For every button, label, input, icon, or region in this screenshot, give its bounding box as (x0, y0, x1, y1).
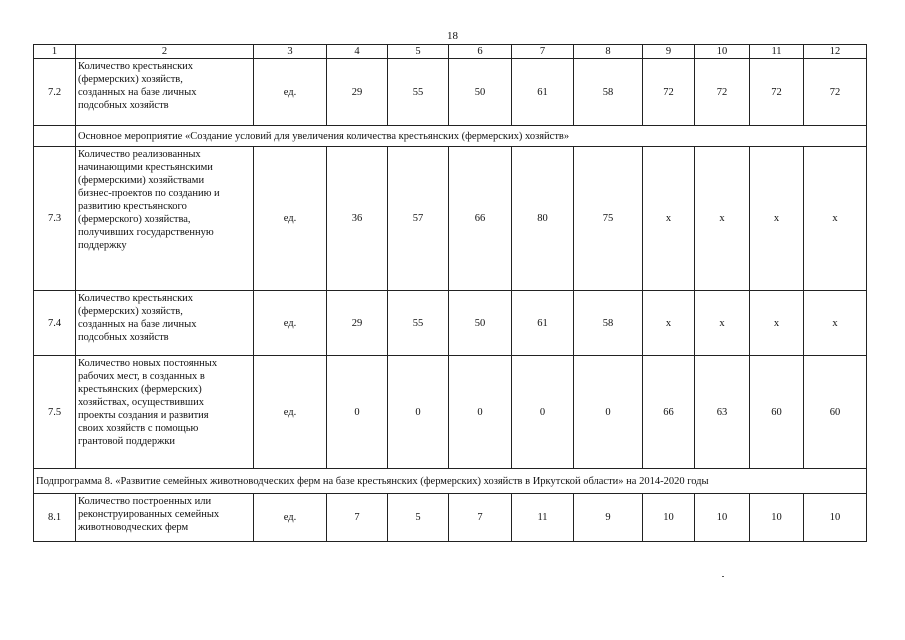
value-cell: 0 (512, 356, 574, 469)
value-cell: 66 (643, 356, 695, 469)
column-header: 7 (512, 45, 574, 59)
value-cell: х (750, 147, 804, 291)
section-title: Основное мероприятие «Создание условий для увеличения количества крестьянских (фермерских) хозяйств» (76, 126, 867, 147)
section-row-main-event (34, 126, 867, 147)
indicator-table (33, 44, 867, 542)
value-cell: х (695, 291, 750, 356)
value-cell: 0 (388, 356, 449, 469)
column-header: 8 (574, 45, 643, 59)
unit-cell: ед. (254, 494, 327, 542)
value-cell: 0 (574, 356, 643, 469)
value-cell: 57 (388, 147, 449, 291)
value-cell: 58 (574, 291, 643, 356)
value-cell: 0 (327, 356, 388, 469)
value-cell: 10 (695, 494, 750, 542)
value-cell: 66 (449, 147, 512, 291)
value-cell: 29 (327, 291, 388, 356)
value-cell: 5 (388, 494, 449, 542)
value-cell: 75 (574, 147, 643, 291)
column-header: 10 (695, 45, 750, 59)
value-cell: 50 (449, 59, 512, 126)
column-header: 5 (388, 45, 449, 59)
unit-cell: ед. (254, 147, 327, 291)
value-cell: х (643, 147, 695, 291)
value-cell: 72 (643, 59, 695, 126)
value-cell: 72 (750, 59, 804, 126)
value-cell: 7 (449, 494, 512, 542)
value-cell: х (695, 147, 750, 291)
value-cell: х (643, 291, 695, 356)
value-cell: 10 (750, 494, 804, 542)
value-cell: 9 (574, 494, 643, 542)
column-header: 9 (643, 45, 695, 59)
indicator-name: Количество реализованных начинающими крестьянскими (фермерскими) хозяйствами бизнес-проектов по созданию и развитию крестьянского (фермерского) хозяйства, получивших государственную поддержку (76, 147, 254, 291)
value-cell: 72 (695, 59, 750, 126)
row-number: 7.3 (34, 147, 76, 291)
indicator-name: Количество крестьянских (фермерских) хозяйств, созданных на базе личных подсобных хозяйств (76, 291, 254, 356)
column-header: 6 (449, 45, 512, 59)
table-row-7-2 (34, 59, 867, 126)
indicator-name: Количество крестьянских (фермерских) хозяйств, созданных на базе личных подсобных хозяйств (76, 59, 254, 126)
value-cell: 58 (574, 59, 643, 126)
column-header: 1 (34, 45, 76, 59)
value-cell: 0 (449, 356, 512, 469)
value-cell: х (804, 147, 867, 291)
value-cell: 61 (512, 59, 574, 126)
value-cell: 63 (695, 356, 750, 469)
unit-cell: ед. (254, 356, 327, 469)
value-cell: 80 (512, 147, 574, 291)
column-header: 11 (750, 45, 804, 59)
row-number: 8.1 (34, 494, 76, 542)
value-cell: 10 (804, 494, 867, 542)
value-cell: 29 (327, 59, 388, 126)
value-cell: 11 (512, 494, 574, 542)
column-header: 3 (254, 45, 327, 59)
empty-cell (34, 126, 76, 147)
value-cell: 50 (449, 291, 512, 356)
row-number: 7.2 (34, 59, 76, 126)
page-number: 18 (447, 30, 458, 42)
section-row-subprogram-8 (34, 469, 867, 494)
column-header: 4 (327, 45, 388, 59)
unit-cell: ед. (254, 291, 327, 356)
value-cell: х (750, 291, 804, 356)
value-cell: 61 (512, 291, 574, 356)
table-row-8-1 (34, 494, 867, 542)
value-cell: 72 (804, 59, 867, 126)
unit-cell: ед. (254, 59, 327, 126)
value-cell: 55 (388, 291, 449, 356)
table-row-7-4 (34, 291, 867, 356)
indicator-name: Количество новых постоянных рабочих мест, в созданных в крестьянских (фермерских) хозяйствах, осуществивших проекты создания и развития своих хозяйств с помощью грантовой поддержки (76, 356, 254, 469)
scan-speck (722, 576, 724, 577)
value-cell: 10 (643, 494, 695, 542)
value-cell: 55 (388, 59, 449, 126)
value-cell: 60 (804, 356, 867, 469)
value-cell: 60 (750, 356, 804, 469)
column-header: 12 (804, 45, 867, 59)
row-number: 7.5 (34, 356, 76, 469)
table-row-7-5 (34, 356, 867, 469)
table-row-7-3 (34, 147, 867, 291)
column-header: 2 (76, 45, 254, 59)
indicator-name: Количество построенных или реконструированных семейных животноводческих ферм (76, 494, 254, 542)
value-cell: х (804, 291, 867, 356)
row-number: 7.4 (34, 291, 76, 356)
section-title: Подпрограмма 8. «Развитие семейных животноводческих ферм на базе крестьянских (фермерских) хозяйств в Иркутской области» на 2014-2020 годы (34, 469, 867, 494)
value-cell: 7 (327, 494, 388, 542)
column-number-header-row (34, 45, 867, 59)
value-cell: 36 (327, 147, 388, 291)
